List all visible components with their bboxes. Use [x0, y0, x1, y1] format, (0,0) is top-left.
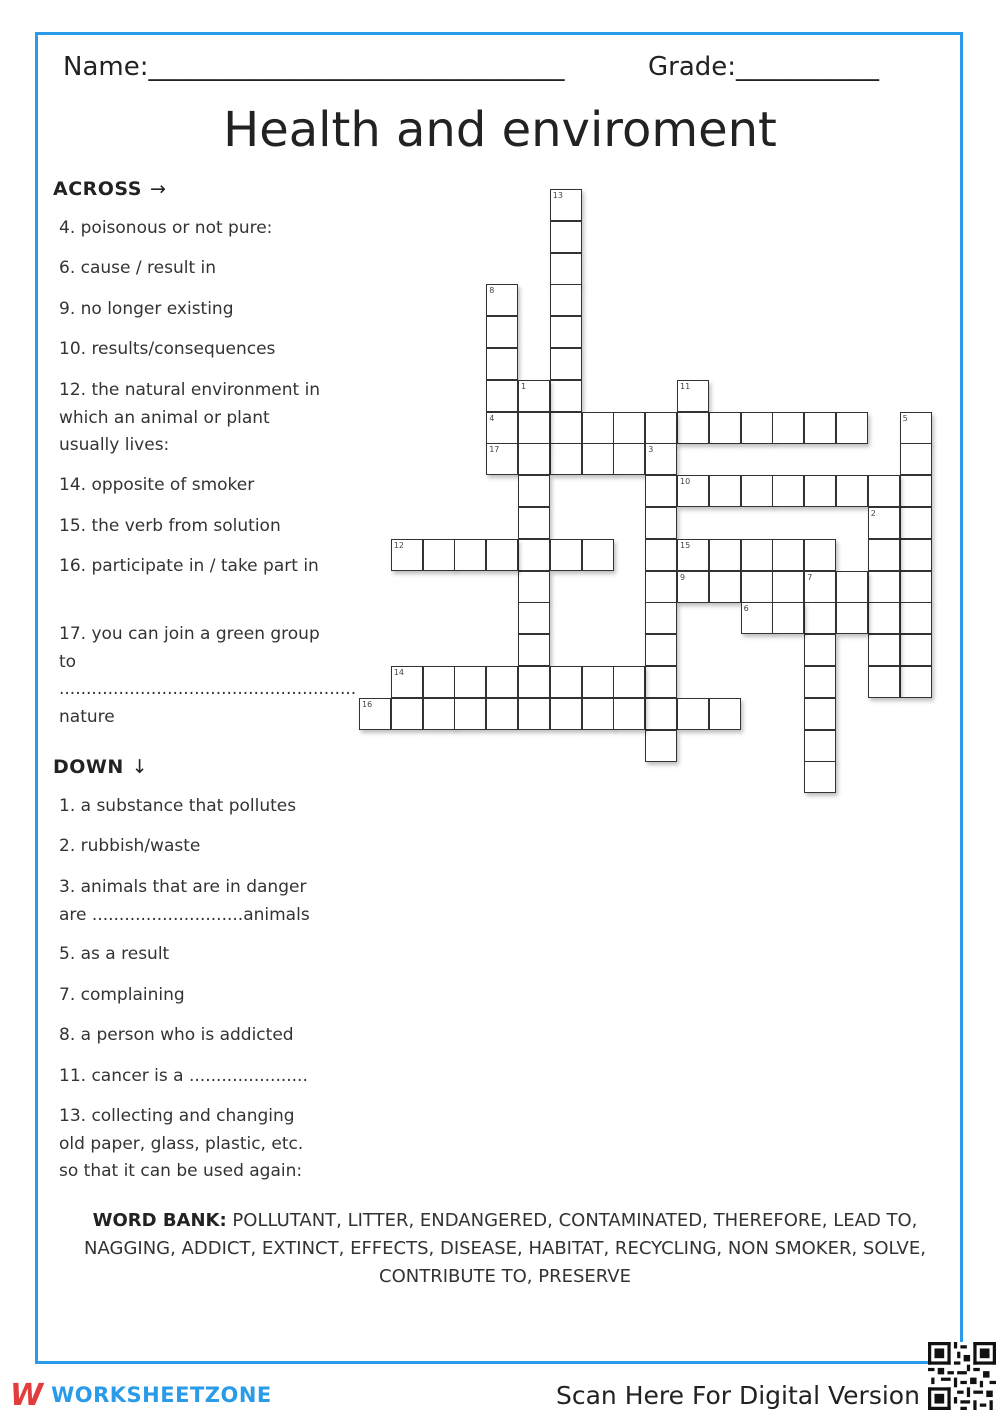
crossword-cell[interactable] — [550, 539, 582, 571]
crossword-cell[interactable] — [645, 412, 677, 444]
crossword-cell[interactable] — [486, 443, 518, 475]
crossword-cell[interactable] — [486, 539, 518, 571]
crossword-cell[interactable] — [772, 602, 804, 634]
clue-number: 11 — [680, 381, 691, 391]
word-bank — [70, 1207, 940, 1291]
crossword-cell[interactable] — [709, 698, 741, 730]
crossword-cell[interactable] — [868, 666, 900, 698]
crossword-cell[interactable] — [454, 666, 486, 698]
clue-number: 17 — [489, 445, 500, 455]
crossword-cell[interactable] — [391, 666, 423, 698]
crossword-cell[interactable] — [868, 571, 900, 603]
crossword-cell[interactable] — [741, 571, 773, 603]
clue-number: 16 — [362, 699, 373, 709]
crossword-cell[interactable] — [582, 443, 614, 475]
down-clue: 8. a person who is addicted — [59, 1025, 294, 1045]
clue-number: 14 — [393, 668, 404, 677]
qr-code-icon[interactable] — [928, 1342, 996, 1410]
crossword-cell[interactable] — [868, 507, 900, 539]
clue-number: 1 — [521, 381, 527, 391]
clue-number: 8 — [489, 286, 495, 296]
crossword-cell[interactable] — [550, 380, 582, 412]
crossword-cell[interactable] — [645, 443, 677, 475]
crossword-cell[interactable] — [677, 475, 709, 507]
crossword-cell[interactable] — [868, 602, 900, 634]
crossword-cell[interactable] — [772, 539, 804, 571]
crossword-cell[interactable] — [900, 443, 932, 475]
crossword-cell[interactable] — [868, 475, 900, 507]
crossword-cell[interactable] — [645, 698, 677, 730]
across-clue: 6. cause / result in — [59, 258, 217, 278]
crossword-cell[interactable] — [741, 475, 773, 507]
across-clue: 4. poisonous or not pure: — [59, 218, 273, 238]
crossword-cell[interactable] — [518, 412, 550, 444]
crossword-cell[interactable] — [836, 602, 868, 634]
crossword-cell[interactable] — [518, 666, 550, 698]
crossword-cell[interactable] — [900, 412, 932, 444]
word-bank-words: POLLUTANT, LITTER, ENDANGERED, CONTAMINATED, THEREFORE, LEAD TO, NAGGING, ADDICT, EXTINCT, EFFECTS, DISEASE, HABITAT, RECYCLING, NON SMOKER, SOLVE, CONTRIBUTE TO, PRESERVE — [84, 1210, 926, 1287]
crossword-cell[interactable] — [613, 698, 645, 730]
crossword-cell[interactable] — [741, 602, 773, 634]
crossword-cell[interactable] — [709, 539, 741, 571]
crossword-cell[interactable] — [900, 666, 932, 698]
crossword-cell[interactable] — [486, 380, 518, 412]
crossword-cell[interactable] — [645, 475, 677, 507]
crossword-cell[interactable] — [613, 412, 645, 444]
crossword-cell[interactable] — [613, 443, 645, 475]
crossword-cell[interactable] — [677, 380, 709, 412]
down-clue: 2. rubbish/waste — [59, 836, 201, 856]
crossword-cell[interactable] — [582, 539, 614, 571]
grade-field[interactable]: Grade:___________ — [648, 52, 880, 82]
crossword-cell[interactable] — [804, 666, 836, 698]
crossword-cell[interactable] — [772, 475, 804, 507]
crossword-cell[interactable] — [645, 507, 677, 539]
name-field[interactable]: Name:________________________________ — [63, 52, 565, 82]
clue-number: 12 — [393, 540, 404, 550]
crossword-cell[interactable] — [423, 539, 455, 571]
crossword-cell[interactable] — [518, 634, 550, 666]
crossword-cell[interactable] — [486, 698, 518, 730]
crossword-cell[interactable] — [486, 316, 518, 348]
crossword-cell[interactable] — [804, 634, 836, 666]
across-clue: 9. no longer existing — [59, 299, 234, 319]
crossword-cell[interactable] — [804, 730, 836, 762]
arrow-down-icon: ↓ — [131, 756, 149, 778]
crossword-cell[interactable] — [741, 539, 773, 571]
crossword-cell[interactable] — [454, 539, 486, 571]
crossword-cell[interactable] — [836, 571, 868, 603]
crossword-cell[interactable] — [645, 730, 677, 762]
crossword-cell[interactable] — [518, 443, 550, 475]
crossword-cell[interactable] — [486, 412, 518, 444]
crossword-cell[interactable] — [486, 666, 518, 698]
crossword-cell[interactable] — [836, 475, 868, 507]
clue-number: 9 — [680, 572, 686, 582]
clue-number: 6 — [743, 604, 749, 614]
crossword-cell[interactable] — [550, 348, 582, 380]
crossword-cell[interactable] — [645, 634, 677, 666]
across-heading-label: ACROSS — [53, 178, 142, 200]
crossword-cell[interactable] — [900, 571, 932, 603]
crossword-cell[interactable] — [391, 539, 423, 571]
crossword-cell[interactable] — [900, 634, 932, 666]
crossword-cell[interactable] — [550, 253, 582, 285]
crossword-cell[interactable] — [518, 507, 550, 539]
across-clue: 17. you can join a green group to ....................................................... nature — [59, 624, 357, 727]
crossword-cell[interactable] — [804, 602, 836, 634]
down-clue: 7. complaining — [59, 985, 185, 1005]
crossword-cell[interactable] — [772, 412, 804, 444]
crossword-cell[interactable] — [868, 634, 900, 666]
clue-number: 15 — [680, 540, 691, 550]
crossword-cell[interactable] — [550, 189, 582, 221]
crossword-cell[interactable] — [518, 475, 550, 507]
scan-caption: Scan Here For Digital Version — [556, 1381, 920, 1410]
crossword-cell[interactable] — [613, 666, 645, 698]
down-clue: 1. a substance that pollutes — [59, 796, 297, 816]
down-clue: 3. animals that are in danger are ............................animals — [59, 877, 310, 925]
crossword-cell[interactable] — [518, 380, 550, 412]
crossword-cell[interactable] — [645, 571, 677, 603]
crossword-cell[interactable] — [423, 666, 455, 698]
crossword-cell[interactable] — [868, 539, 900, 571]
crossword-cell[interactable] — [550, 316, 582, 348]
crossword-cell[interactable] — [677, 412, 709, 444]
crossword-cell[interactable] — [804, 475, 836, 507]
crossword-cell[interactable] — [804, 698, 836, 730]
across-clue: 15. the verb from solution — [59, 516, 281, 536]
clue-number: 2 — [870, 509, 876, 518]
crossword-cell[interactable] — [741, 412, 773, 444]
clue-number: 13 — [552, 191, 563, 200]
qr-code-graphic — [928, 1342, 996, 1410]
crossword-cell[interactable] — [772, 571, 804, 603]
crossword-cell[interactable] — [454, 698, 486, 730]
crossword-cell[interactable] — [582, 698, 614, 730]
across-clue: 16. participate in / take part in — [59, 556, 319, 576]
crossword-cell[interactable] — [709, 412, 741, 444]
crossword-cell[interactable] — [550, 284, 582, 316]
crossword-cell[interactable] — [677, 698, 709, 730]
crossword-cell[interactable] — [709, 475, 741, 507]
crossword-cell[interactable] — [550, 666, 582, 698]
word-bank-label: WORD BANK: — [92, 1210, 227, 1231]
crossword-cell[interactable] — [645, 602, 677, 634]
crossword-cell[interactable] — [645, 539, 677, 571]
crossword-cell[interactable] — [900, 507, 932, 539]
across-clue: 10. results/consequences — [59, 339, 276, 359]
across-clue: 12. the natural environment in which an animal or plant usually lives: — [59, 380, 321, 455]
worksheetzone-logo[interactable] — [10, 1378, 272, 1412]
crossword-cell[interactable] — [486, 284, 518, 316]
logo-w-icon: W — [10, 1377, 44, 1413]
clue-number: 10 — [680, 477, 691, 487]
crossword-cell[interactable] — [550, 698, 582, 730]
clue-number: 7 — [807, 572, 813, 582]
crossword-cell[interactable] — [804, 571, 836, 603]
crossword-cell[interactable] — [677, 539, 709, 571]
crossword-cell[interactable] — [677, 571, 709, 603]
crossword-cell[interactable] — [804, 412, 836, 444]
crossword-cell[interactable] — [550, 443, 582, 475]
crossword-cell[interactable] — [582, 412, 614, 444]
down-clue: 13. collecting and changing old paper, glass, plastic, etc. so that it can be used again: — [59, 1106, 304, 1181]
down-clue: 11. cancer is a ...................... — [59, 1066, 308, 1086]
crossword-cell[interactable] — [518, 602, 550, 634]
down-clue: 5. as a result — [59, 944, 170, 964]
crossword-cell[interactable] — [836, 412, 868, 444]
worksheet-title: Health and enviroment — [223, 102, 777, 158]
crossword-cell[interactable] — [900, 602, 932, 634]
crossword-cell[interactable] — [900, 539, 932, 571]
clue-number: 5 — [902, 413, 908, 423]
crossword-cell[interactable] — [804, 539, 836, 571]
crossword-cell[interactable] — [518, 571, 550, 603]
crossword-cell[interactable] — [359, 698, 391, 730]
crossword-cell[interactable] — [900, 475, 932, 507]
crossword-cell[interactable] — [709, 571, 741, 603]
clue-number: 4 — [489, 413, 495, 423]
logo-text: WORKSHEETZONE — [51, 1383, 272, 1407]
crossword-cell[interactable] — [423, 698, 455, 730]
crossword-cell[interactable] — [518, 539, 550, 571]
across-clue: 14. opposite of smoker — [59, 475, 255, 495]
crossword-cell[interactable] — [582, 666, 614, 698]
clue-number: 3 — [648, 445, 654, 455]
crossword-cell[interactable] — [804, 761, 836, 793]
crossword-cell[interactable] — [550, 412, 582, 444]
crossword-cell[interactable] — [645, 666, 677, 698]
crossword-cell[interactable] — [486, 348, 518, 380]
down-heading-label: DOWN — [53, 756, 124, 778]
crossword-cell[interactable] — [518, 698, 550, 730]
crossword-cell[interactable] — [550, 221, 582, 253]
arrow-right-icon: → — [149, 178, 167, 200]
crossword-cell[interactable] — [391, 698, 423, 730]
